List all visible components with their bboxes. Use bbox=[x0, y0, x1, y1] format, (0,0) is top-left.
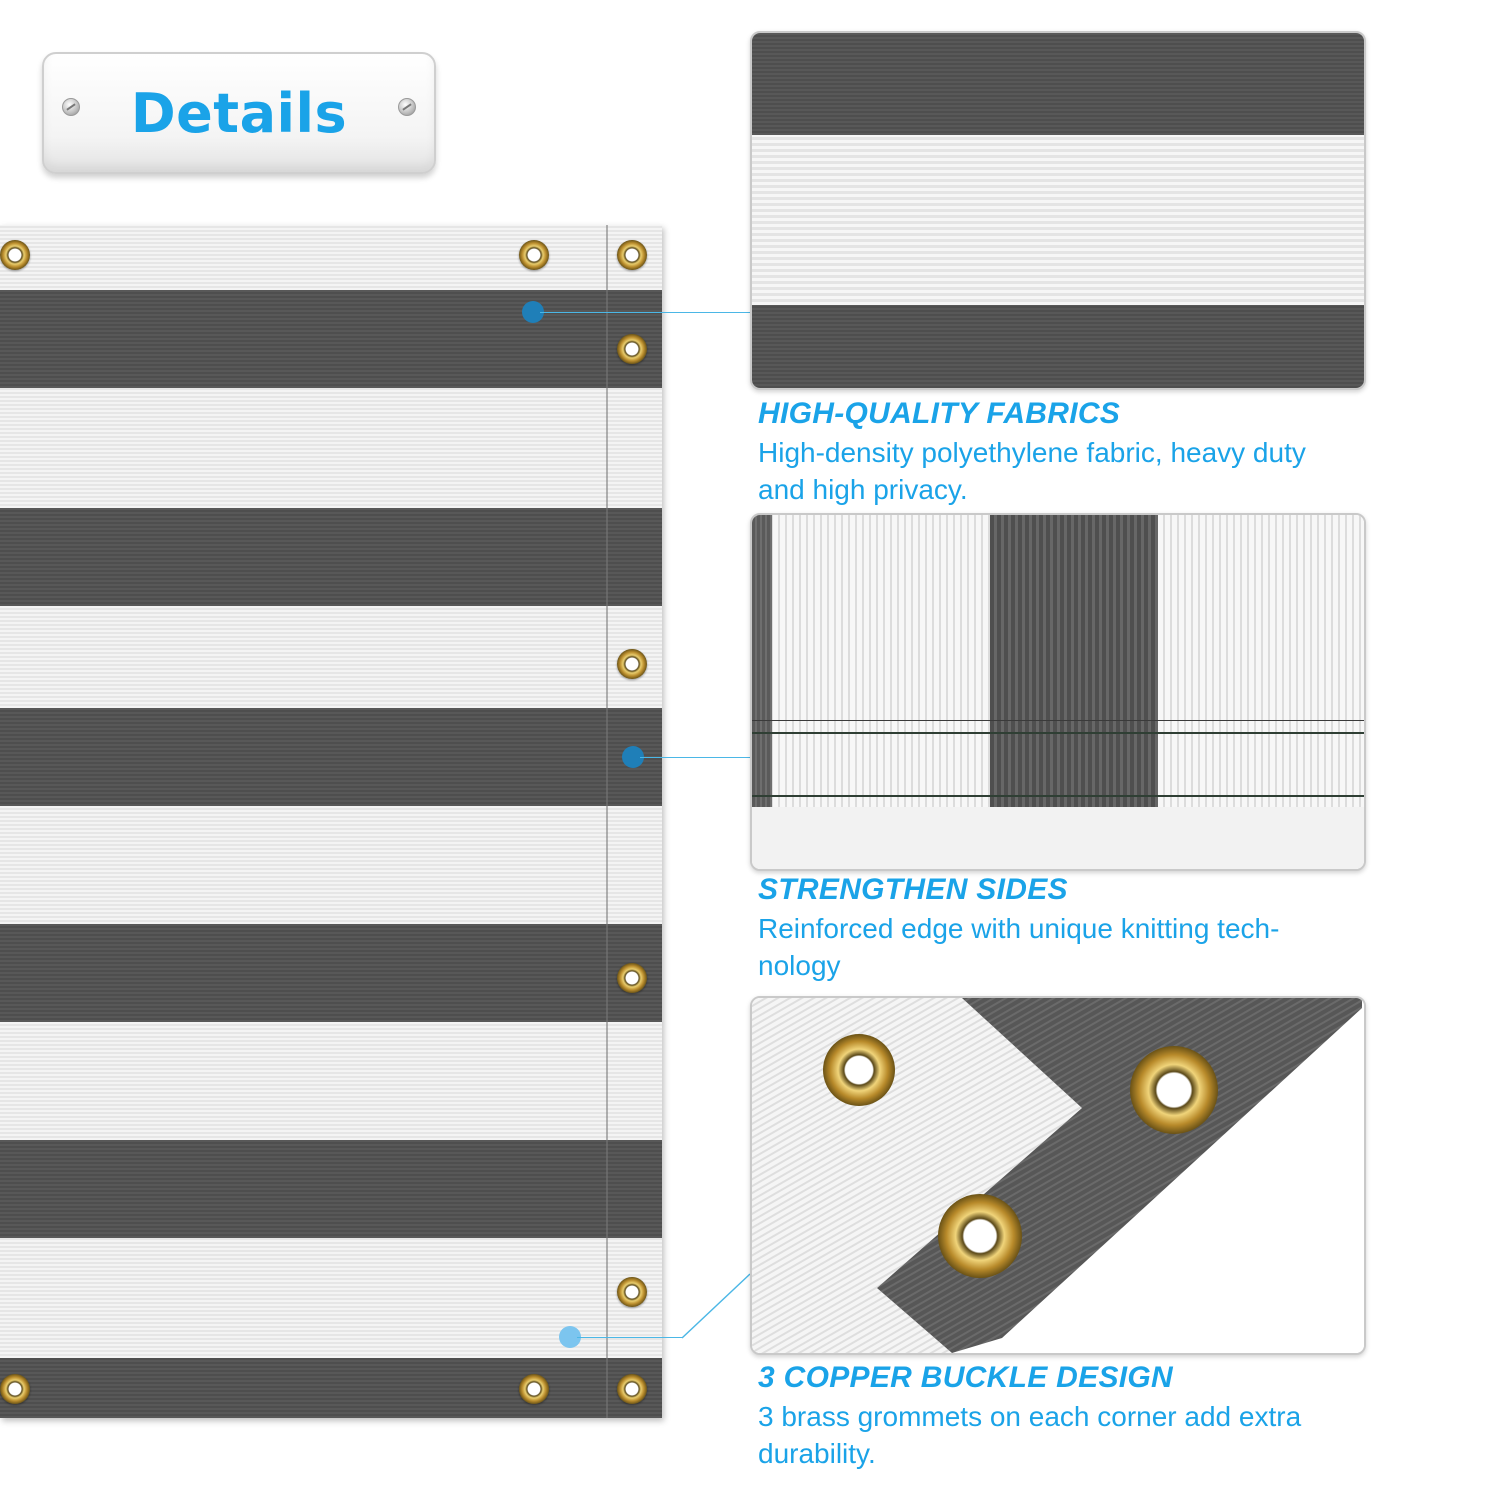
gray-stripe bbox=[0, 924, 662, 1022]
fabric-closeup-image bbox=[750, 31, 1366, 390]
feature-title-fabrics: HIGH-QUALITY FABRICS bbox=[758, 397, 1121, 430]
gray-stripe bbox=[0, 508, 662, 606]
edge-background bbox=[752, 807, 1364, 869]
grommet-icon bbox=[519, 1374, 549, 1404]
grommet-icon bbox=[617, 240, 647, 270]
callout-line bbox=[540, 312, 750, 313]
edge-stitch bbox=[752, 720, 1364, 721]
white-stripe bbox=[0, 806, 662, 924]
white-stripe bbox=[0, 606, 662, 708]
callout-line bbox=[640, 757, 750, 758]
grommet-icon bbox=[617, 1277, 647, 1307]
gray-stripe bbox=[752, 33, 1364, 135]
details-plaque bbox=[42, 52, 436, 174]
grommet-icon bbox=[1130, 1046, 1218, 1134]
grommet-corner-illustration bbox=[752, 998, 1364, 1353]
page-title: Details bbox=[130, 82, 348, 145]
grommet-icon bbox=[938, 1194, 1022, 1278]
gray-stripe bbox=[0, 1140, 662, 1238]
callout-line-diagonal bbox=[680, 1272, 752, 1340]
white-stripe bbox=[0, 1022, 662, 1140]
feature-desc-sides: Reinforced edge with unique knitting tech-nology bbox=[758, 913, 1280, 981]
grommet-icon bbox=[617, 334, 647, 364]
gray-knit-band bbox=[990, 515, 1158, 807]
grommet-icon bbox=[0, 1374, 30, 1404]
grommet-corner-image bbox=[750, 996, 1366, 1355]
gray-stripe bbox=[0, 290, 662, 388]
grommet-icon bbox=[519, 240, 549, 270]
grommet-icon bbox=[823, 1034, 895, 1106]
grommet-icon bbox=[617, 963, 647, 993]
grommet-icon bbox=[617, 649, 647, 679]
white-stripe bbox=[0, 225, 662, 290]
grommet-icon bbox=[0, 240, 30, 270]
gray-stripe bbox=[0, 708, 662, 806]
callout-line bbox=[577, 1337, 683, 1338]
reinforced-edge-image bbox=[750, 513, 1366, 871]
feature-title-sides: STRENGTHEN SIDES bbox=[758, 873, 1068, 906]
striped-privacy-screen bbox=[0, 225, 662, 1418]
edge-stitch bbox=[752, 795, 1364, 797]
feature-desc-fabrics: High-density polyethylene fabric, heavy duty and high privacy. bbox=[758, 437, 1306, 505]
grommet-icon bbox=[617, 1374, 647, 1404]
gray-knit-edge bbox=[752, 515, 772, 807]
gray-stripe bbox=[0, 1358, 662, 1418]
feature-desc-grommets: 3 brass grommets on each corner add extra durability. bbox=[758, 1401, 1302, 1469]
white-stripe bbox=[0, 388, 662, 508]
edge-stitch bbox=[752, 732, 1364, 734]
reinforced-hem bbox=[606, 225, 608, 1418]
screw-icon bbox=[398, 98, 416, 116]
gray-stripe bbox=[752, 305, 1364, 390]
feature-title-grommets: 3 COPPER BUCKLE DESIGN bbox=[758, 1361, 1173, 1394]
